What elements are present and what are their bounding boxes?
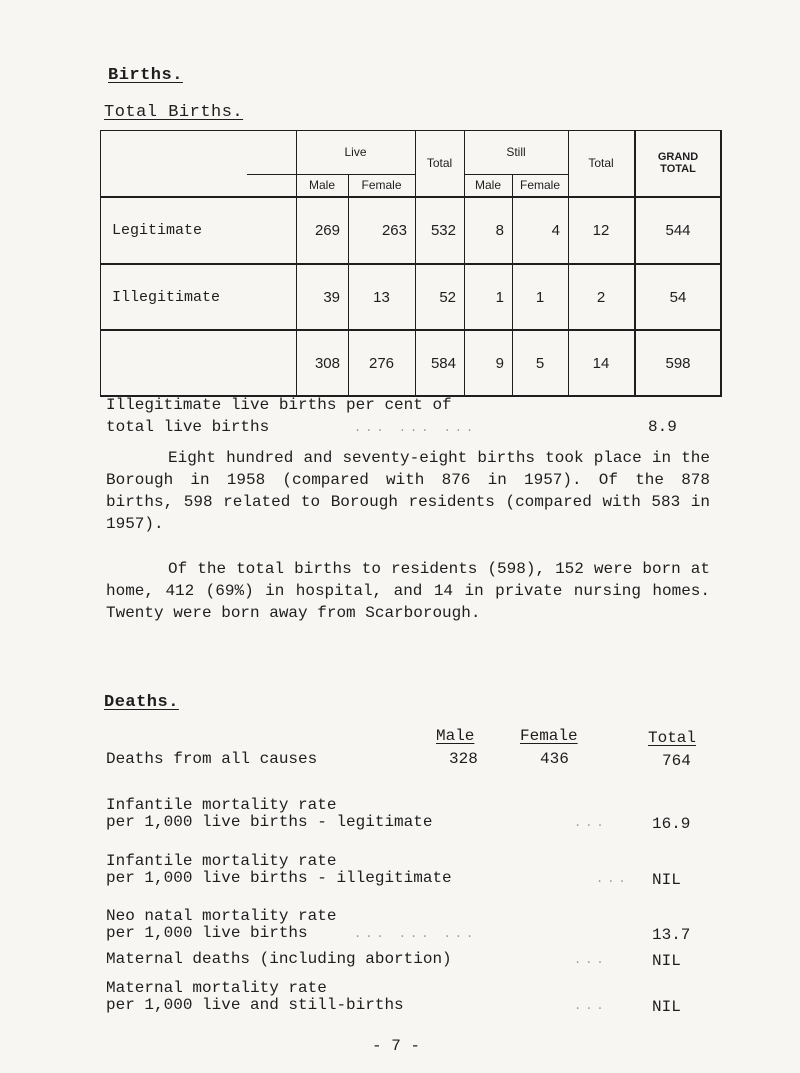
- mortality-item-line2: per 1,000 live births: [106, 924, 308, 942]
- row-label-total: [100, 331, 296, 395]
- mortality-item-line1: Infantile mortality rate: [106, 796, 337, 814]
- table-cell: 269: [314, 222, 340, 239]
- table-cell: 598: [665, 354, 691, 372]
- table-cell: 54: [669, 288, 687, 306]
- mortality-item-line2: per 1,000 live births - illegitimate: [106, 869, 452, 887]
- leader-dots: ...: [596, 872, 630, 886]
- table-cell: 2: [596, 288, 606, 306]
- mortality-item-line1: Neo natal mortality rate: [106, 907, 337, 925]
- table-cell: 276: [368, 354, 395, 372]
- total-births-subheading: Total Births.: [104, 103, 244, 122]
- births-paragraph-2: Of the total births to residents (598), 152 were born at home, 412 (69%) in hospital, and 14 in private nursing homes. Twenty were born away from Scarborough.: [106, 560, 710, 622]
- header-total-still: Total: [588, 156, 614, 170]
- header-total: Total: [426, 156, 453, 170]
- mortality-item-line1: Maternal mortality rate: [106, 979, 327, 997]
- table-cell: 544: [665, 222, 691, 239]
- mortality-item-value: NIL: [652, 952, 681, 970]
- mortality-item-line2: per 1,000 live and still-births: [106, 996, 404, 1014]
- header-live: Live: [344, 145, 367, 159]
- illegit-pct-label-line1: Illegitimate live births per cent of: [106, 396, 452, 414]
- page-number: - 7 -: [372, 1037, 421, 1055]
- deaths-heading: Deaths.: [104, 693, 179, 712]
- header-still-female: Female: [519, 178, 560, 192]
- table-cell: 1: [535, 288, 545, 306]
- table-cell: 308: [314, 354, 340, 372]
- illegit-pct-value: 8.9: [648, 418, 677, 436]
- leader-dots: ... ... ...: [354, 927, 478, 941]
- mortality-item-line1: Infantile mortality rate: [106, 852, 337, 870]
- header-still: Still: [506, 145, 526, 159]
- table-cell: 13: [373, 288, 390, 306]
- header-grand-total: GRAND TOTAL: [657, 151, 699, 175]
- row-label-illegitimate: Illegitimate: [112, 288, 221, 306]
- deaths-all-causes-label: Deaths from all causes: [106, 750, 318, 768]
- table-cell: 14: [592, 354, 610, 372]
- deaths-all-causes-female: 436: [540, 750, 569, 768]
- deaths-col-total: Total: [648, 729, 697, 747]
- table-cell: 4: [551, 222, 560, 239]
- row-label-legitimate: Legitimate: [112, 222, 203, 239]
- table-cell: 9: [495, 354, 504, 372]
- mortality-item-line2: Maternal deaths (including abortion): [106, 950, 452, 968]
- header-still-male: Male: [474, 178, 501, 192]
- table-cell: 584: [430, 354, 456, 372]
- illegit-pct-label-line2: total live births: [106, 418, 270, 436]
- table-cell: 5: [535, 354, 545, 372]
- table-cell: 532: [430, 222, 456, 239]
- mortality-item-value: NIL: [652, 998, 681, 1016]
- deaths-col-female: Female: [520, 727, 578, 745]
- table-cell: 1: [495, 288, 504, 306]
- header-live-male: Male: [308, 178, 335, 192]
- leader-dots: ...: [574, 999, 608, 1013]
- table-cell: 12: [592, 222, 610, 239]
- births-paragraph-1: Eight hundred and seventy-eight births took place in the Borough in 1958 (compared with 876 in 1957). Of the 878 births, 598 related to Borough residents (compared with 583 in 1957).: [106, 449, 710, 533]
- deaths-all-causes-male: 328: [449, 750, 478, 768]
- mortality-item-value: 13.7: [652, 926, 691, 944]
- leader-dots: ... ... ...: [354, 421, 478, 435]
- births-table: [100, 130, 722, 397]
- mortality-item-line2: per 1,000 live births - legitimate: [106, 813, 433, 831]
- deaths-all-causes-total: 764: [662, 752, 691, 770]
- leader-dots: ...: [574, 953, 608, 967]
- mortality-item-value: NIL: [652, 871, 681, 889]
- table-cell: 52: [439, 288, 456, 306]
- table-cell: 263: [381, 222, 407, 239]
- births-heading: Births.: [108, 66, 183, 85]
- leader-dots: ...: [574, 816, 608, 830]
- table-cell: 39: [323, 288, 340, 306]
- mortality-item-value: 16.9: [652, 815, 691, 833]
- header-live-female: Female: [361, 178, 402, 192]
- deaths-col-male: Male: [436, 727, 475, 745]
- table-cell: 8: [495, 222, 504, 239]
